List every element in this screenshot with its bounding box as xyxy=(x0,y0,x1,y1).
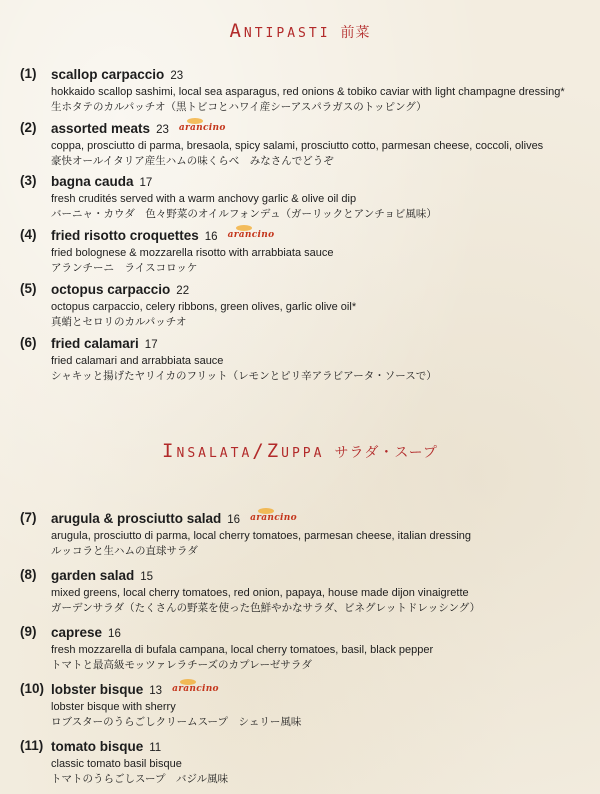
item-description: classic tomato basil bisque xyxy=(51,758,182,770)
item-number: (4) xyxy=(20,227,37,242)
item-price: 15 xyxy=(140,571,154,583)
item-price: 16 xyxy=(108,628,121,640)
item-name: fried risotto croquettes xyxy=(51,228,199,243)
item-number: (8) xyxy=(20,567,37,582)
item-body xyxy=(51,738,590,786)
item-heading xyxy=(51,567,590,586)
section-title-text: Antipasti xyxy=(229,20,331,42)
section-title-antipasti xyxy=(0,20,600,42)
item-price: 17 xyxy=(139,177,153,189)
item-description-jp: アランチーニ ライスコロッケ xyxy=(51,262,198,274)
menu-item xyxy=(20,681,590,729)
item-description-jp: バーニャ・カウダ 色々野菜のオイルフォンデュ（ガーリックとアンチョビ風味） xyxy=(51,208,437,220)
item-number: (9) xyxy=(20,624,37,639)
item-price: 22 xyxy=(176,285,190,297)
item-price: 17 xyxy=(144,339,158,351)
item-heading xyxy=(51,66,590,85)
item-description: fresh crudités served with a warm anchovy garlic & olive oil dip xyxy=(51,193,357,205)
item-heading xyxy=(51,120,590,139)
item-price: 11 xyxy=(149,742,162,754)
arancino-logo: arancino xyxy=(172,681,219,698)
menu-item xyxy=(20,567,590,615)
item-price: 23 xyxy=(156,124,169,136)
item-description: coppa, prosciutto di parma, bresaola, spicy salami, prosciutto cotto, parmesan cheese, coccoli, olives xyxy=(51,140,544,152)
item-description: hokkaido scallop sashimi, local sea asparagus, red onions & tobiko caviar with light champagne dressing* xyxy=(51,86,565,98)
item-description: fried calamari and arrabbiata sauce xyxy=(51,355,224,367)
section-title-jp: サラダ・スープ xyxy=(334,445,438,461)
item-name: scallop carpaccio xyxy=(51,67,165,82)
item-body xyxy=(51,510,590,558)
menu-item xyxy=(20,227,590,275)
item-name: caprese xyxy=(51,625,103,640)
item-body xyxy=(51,173,590,221)
item-description-jp: ガーデンサラダ（たくさんの野菜を使った色鮮やかなサラダ、ビネグレットドレッシング） xyxy=(51,602,481,614)
menu-item xyxy=(20,510,590,558)
item-name: fried calamari xyxy=(51,336,139,351)
item-number: (5) xyxy=(20,281,37,296)
item-number: (11) xyxy=(20,738,44,753)
menu-item xyxy=(20,335,590,383)
item-name: octopus carpaccio xyxy=(51,282,171,297)
item-description-jp: ルッコラと生ハムの直球サラダ xyxy=(51,545,198,557)
arancino-logo: arancino xyxy=(179,120,226,137)
item-body xyxy=(51,567,590,615)
menu-item xyxy=(20,173,590,221)
item-description-jp: 真蛸とセロリのカルパッチオ xyxy=(51,316,187,328)
section-title-jp: 前菜 xyxy=(340,25,371,41)
item-name: assorted meats xyxy=(51,121,151,136)
item-number: (10) xyxy=(20,681,45,696)
item-description: mixed greens, local cherry tomatoes, red onion, papaya, house made dijon vinaigrette xyxy=(51,587,469,599)
item-description: arugula, prosciutto di parma, local cherry tomatoes, parmesan cheese, italian dressing xyxy=(51,530,472,542)
item-body xyxy=(51,624,590,672)
item-number: (7) xyxy=(20,510,37,525)
item-price: 23 xyxy=(170,70,184,82)
item-body xyxy=(51,120,590,168)
item-description: lobster bisque with sherry xyxy=(51,701,176,713)
menu-item xyxy=(20,120,590,168)
menu-item xyxy=(20,66,590,114)
item-heading xyxy=(51,738,590,757)
item-body xyxy=(51,281,590,329)
item-heading xyxy=(51,624,590,643)
item-name: lobster bisque xyxy=(51,682,144,697)
item-number: (1) xyxy=(20,66,37,81)
item-price: 13 xyxy=(149,685,163,697)
menu-item xyxy=(20,624,590,672)
item-name: bagna cauda xyxy=(51,174,134,189)
item-heading xyxy=(51,335,590,354)
item-body xyxy=(51,66,590,114)
item-number: (3) xyxy=(20,173,37,188)
item-body xyxy=(51,335,590,383)
item-description-jp: トマトのうらごしスープ バジル風味 xyxy=(51,773,229,785)
item-price: 16 xyxy=(227,514,241,526)
item-number: (2) xyxy=(20,120,37,135)
item-name: arugula & prosciutto salad xyxy=(51,511,222,526)
item-heading xyxy=(51,173,590,192)
item-description-jp: ロブスターのうらごしクリームスープ シェリー風味 xyxy=(51,716,302,728)
arancino-logo: arancino xyxy=(228,227,275,244)
arancino-logo: arancino xyxy=(250,510,297,527)
item-heading xyxy=(51,681,590,700)
menu-item xyxy=(20,738,590,786)
item-heading xyxy=(51,281,590,300)
item-body xyxy=(51,227,590,275)
item-name: garden salad xyxy=(51,568,135,583)
item-description-jp: 生ホタテのカルパッチオ（黒トビコとハワイ産シーアスパラガスのトッピング） xyxy=(51,101,427,113)
section-title-insalata-zuppa xyxy=(0,440,600,462)
item-heading xyxy=(51,510,590,529)
item-description: fried bolognese & mozzarella risotto with arrabbiata sauce xyxy=(51,247,334,259)
item-body xyxy=(51,681,590,729)
item-description: octopus carpaccio, celery ribbons, green olives, garlic olive oil* xyxy=(51,301,357,313)
section-title-text: Insalata/Zuppa xyxy=(162,440,325,462)
item-number: (6) xyxy=(20,335,37,350)
item-description: fresh mozzarella di bufala campana, local cherry tomatoes, basil, black pepper xyxy=(51,644,434,656)
item-name: tomato bisque xyxy=(51,739,144,754)
item-description-jp: 豪快オールイタリア産生ハムの味くらべ みなさんでどうぞ xyxy=(51,155,334,167)
item-heading xyxy=(51,227,590,246)
item-price: 16 xyxy=(204,231,218,243)
item-description-jp: シャキッと揚げたヤリイカのフリット（レモンとピリ辛アラビアータ・ソースで） xyxy=(51,370,437,382)
item-description-jp: トマトと最高級モッツァレラチーズのカプレーゼサラダ xyxy=(51,659,312,671)
menu-item xyxy=(20,281,590,329)
